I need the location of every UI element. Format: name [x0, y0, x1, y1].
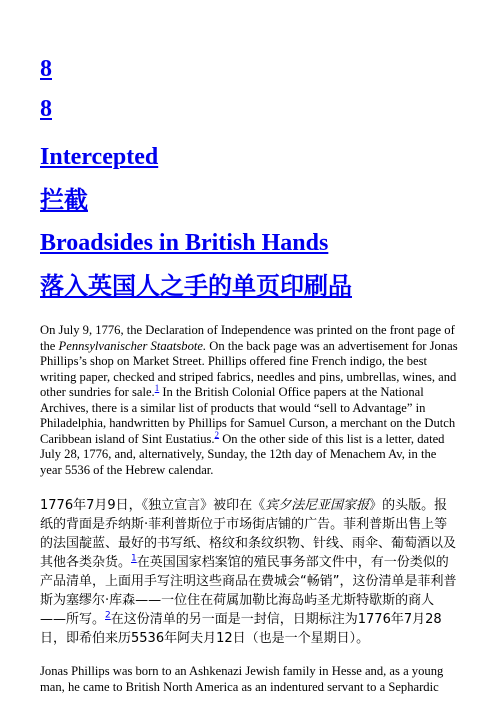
- chapter-subtitle-en-link[interactable]: Broadsides in British Hands: [40, 230, 329, 256]
- paragraph-en-1-part2: On the back page was an advertisement for Jonas Phillips’s shop on Market Street. Phillips offered fine French indigo, the best writing paper, checked and striped fabrics, needles and pins, umbrellas, wines, and other sundries for sale.: [40, 338, 458, 399]
- newspaper-title-zh: 宾夕法尼亚国家报: [265, 498, 370, 513]
- newspaper-title-en: Pennsylvanischer Staatsbote.: [58, 338, 207, 353]
- paragraph-en-1: [40, 323, 460, 478]
- chapter-number-link[interactable]: 8: [40, 56, 52, 82]
- footnote-link-2-en[interactable]: 2: [214, 429, 220, 440]
- chapter-title-en-link[interactable]: Intercepted: [40, 144, 159, 170]
- footnote-link-1-zh[interactable]: 1: [131, 553, 137, 564]
- chapter-title-zh-link[interactable]: 拦截: [40, 186, 88, 214]
- footnote-link-1-en[interactable]: 1: [154, 382, 160, 393]
- chapter-number-link-zh[interactable]: 8: [40, 96, 52, 122]
- paragraph-en-1-part1: On July 9, 1776, the Declaration of Independence was printed on the front page of the: [40, 323, 455, 353]
- paragraph-zh-1-part1: 1776年7月9日，《独立宣言》被印在《: [40, 498, 266, 513]
- paragraph-zh-1-part2: 》的头版。报纸的背面是乔纳斯·菲利普斯位于市场街店铺的广告。菲利普斯出售上等的法国靛蓝、最好的书写纸、格纹和条纹织物、针线、雨伞、葡萄酒以及其他各类杂货。: [40, 498, 457, 570]
- paragraph-en-2: Jonas Phillips was born to an Ashkenazi Jewish family in Hesse and, as a young man, he came to British North America as an indentured servant to a Sephardic: [40, 664, 444, 694]
- chapter-subtitle-zh-link[interactable]: 落入英国人之手的单页印刷品: [40, 272, 352, 300]
- paragraph-en-1-part4: On the other side of this list is a letter, dated July 28, 1776, and, alternatively, Sunday, the 12th day of Menachem Av, in the year 5536 of the Hebrew calendar.: [40, 431, 445, 477]
- document-page: [40, 55, 460, 713]
- footnote-link-2-zh[interactable]: 2: [105, 610, 111, 621]
- paragraph-zh-1-part3: 在英国国家档案馆的殖民事务部文件中，有一份类似的产品清单，上面用手写注明这些商品在费城会“畅销”，这份清单是菲利普斯为塞缪尔·库森——一位住在荷属加勒比海岛屿圣尤斯特歇斯的商人——所写。: [40, 555, 457, 627]
- paragraph-zh-1-part4: 在这份清单的另一面是一封信，日期标注为1776年7月28日，即希伯来历5536年阿夫月12日（也是一个星期日）。: [40, 612, 442, 646]
- paragraph-zh-1: [40, 496, 460, 648]
- paragraph-en-1-part3: In the British Colonial Office papers at the National Archives, there is a similar list of products that would “sell to Advantage” in Philadelphia, handwritten by Phillips for Samuel Curson, a merchant on the Dutch Caribbean island of Sint Eustatius.: [40, 385, 456, 446]
